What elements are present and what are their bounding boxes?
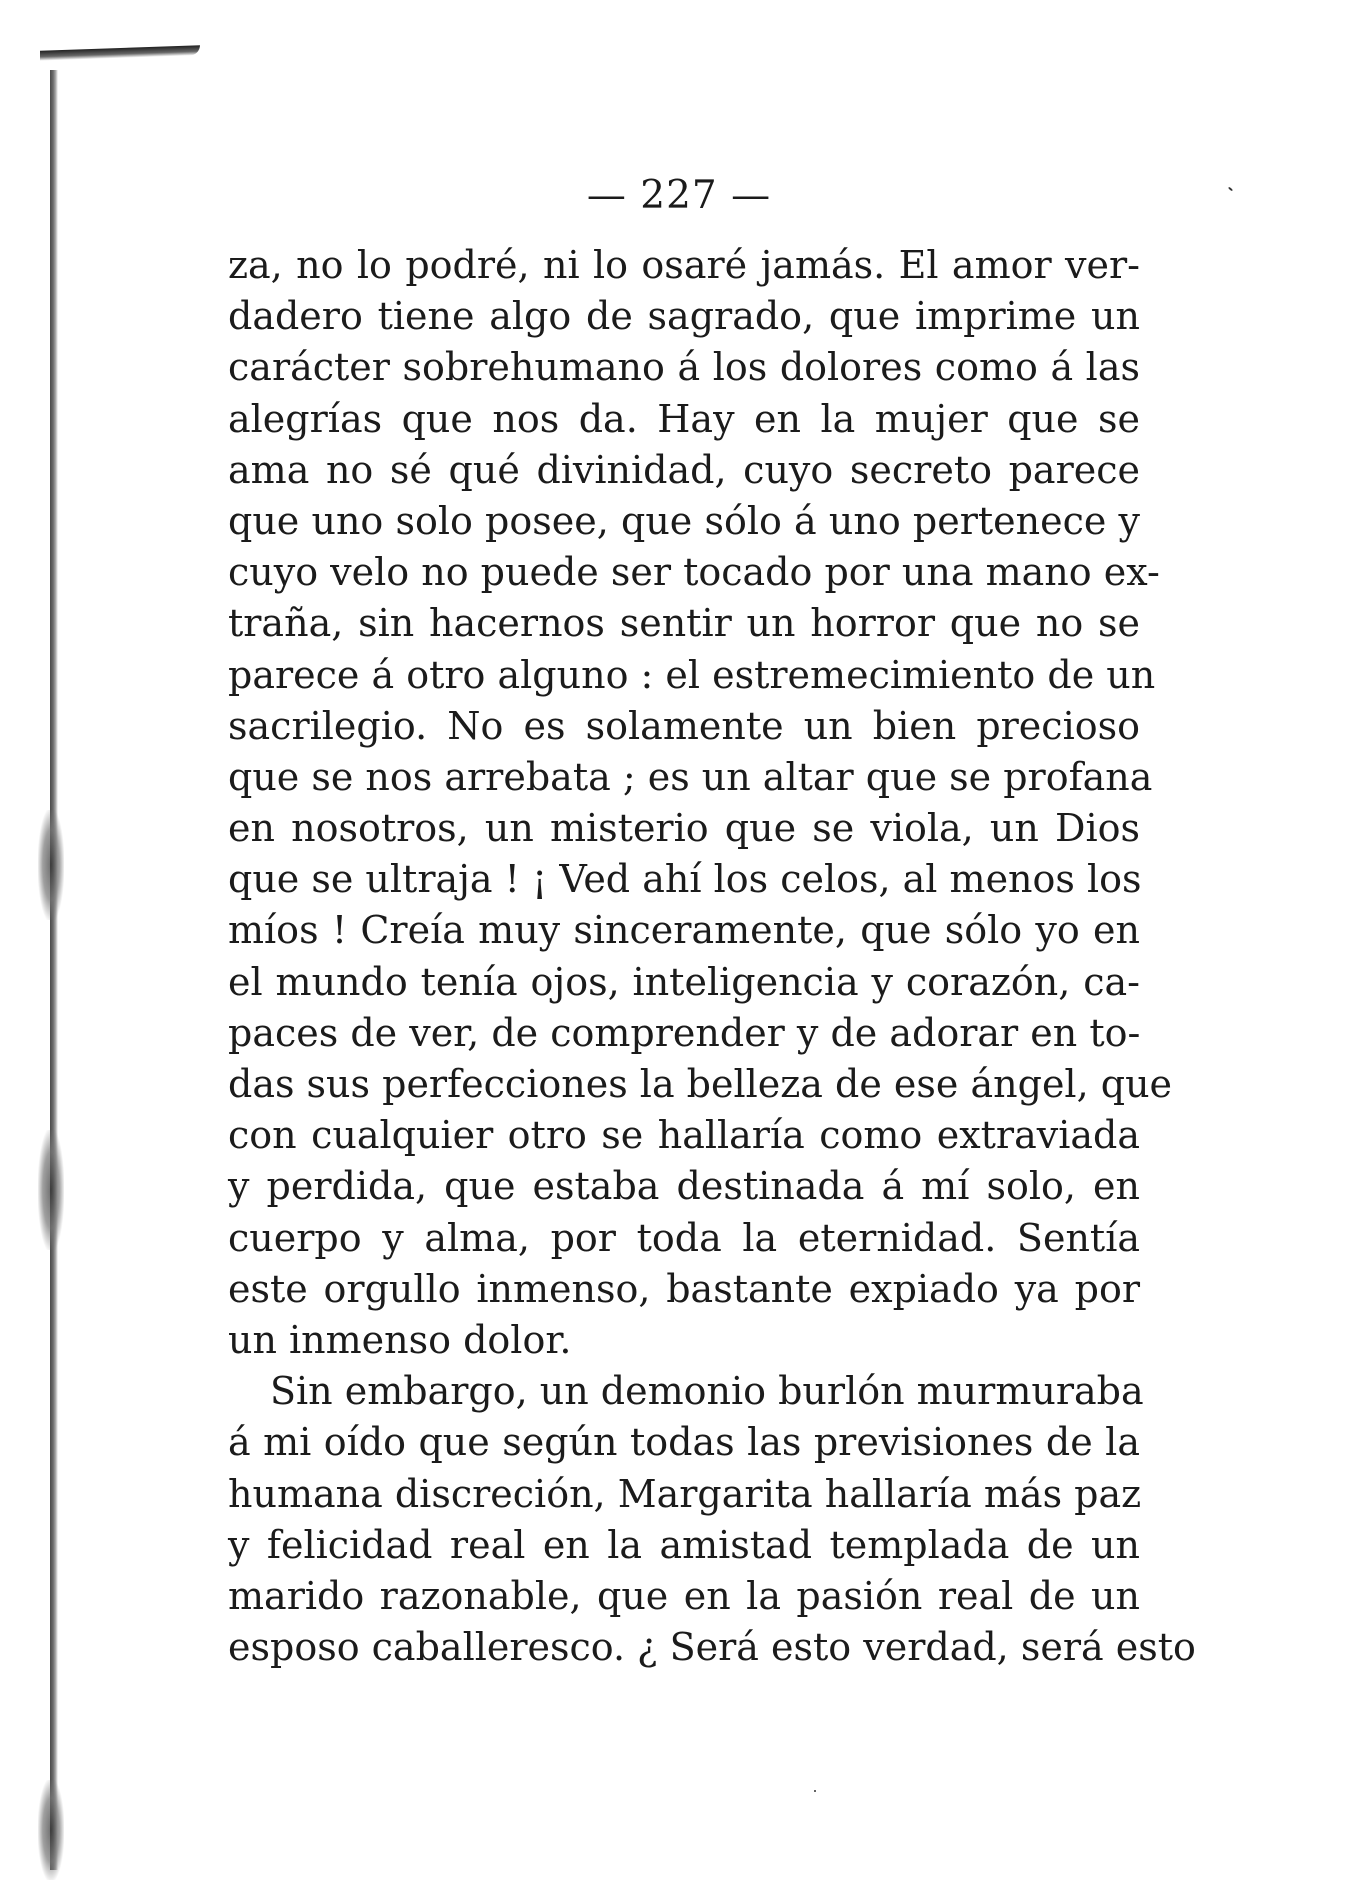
text-line: cuerpo y alma, por toda la eternidad. Sentía	[228, 1215, 1140, 1260]
text-line: das sus perfecciones la belleza de ese ángel, que	[228, 1062, 1173, 1106]
text-line: esposo caballeresco. ¿ Será esto verdad, será esto	[228, 1625, 1196, 1670]
text-line: za, no lo podré, ni lo osaré jamás. El amor ver-	[228, 243, 1140, 287]
text-line: con cualquier otro se hallaría como extraviada	[228, 1113, 1140, 1158]
text-line: alegrías que nos da. Hay en la mujer que se	[228, 396, 1140, 441]
binding-edge	[50, 70, 58, 1870]
text-line: cuyo velo no puede ser tocado por una mano ex-	[228, 550, 1160, 595]
paragraph-start-line: Sin embargo, un demonio burlón murmuraba	[270, 1369, 1144, 1414]
text-line: que se ultraja ! ¡ Ved ahí los celos, al menos los	[228, 857, 1142, 902]
text-line: traña, sin hacernos sentir un horror que no se	[228, 601, 1140, 646]
text-line: dadero tiene algo de sagrado, que imprime un	[228, 294, 1140, 339]
text-line: ama no sé qué divinidad, cuyo secreto parece	[228, 447, 1140, 492]
binding-smudge	[38, 1780, 64, 1880]
text-line: á mi oído que según todas las previsiones de la	[228, 1420, 1140, 1465]
text-line: parece á otro alguno : el estremecimiento de un	[228, 652, 1156, 697]
text-line: este orgullo inmenso, bastante expiado ya por	[228, 1266, 1140, 1311]
text-line: marido razonable, que en la pasión real de un	[228, 1573, 1140, 1618]
text-line: el mundo tenía ojos, inteligencia y corazón, ca-	[228, 959, 1140, 1004]
text-line: en nosotros, un misterio que se viola, un Dios	[228, 806, 1140, 851]
binding-smudge	[38, 810, 64, 920]
text-line: y felicidad real en la amistad templada de un	[228, 1522, 1140, 1567]
text-line: que se nos arrebata ; es un altar que se profana	[228, 754, 1153, 799]
text-line: humana discreción, Margarita hallaría más paz	[228, 1471, 1142, 1516]
text-line: míos ! Creía muy sinceramente, que sólo yo en	[228, 908, 1140, 953]
body-text	[228, 240, 1196, 1673]
text-line: y perdida, que estaba destinada á mí solo, en	[228, 1164, 1140, 1209]
binding-edge-top	[40, 45, 200, 61]
text-line: carácter sobrehumano á los dolores como á las	[228, 345, 1140, 390]
scan-speck	[814, 1790, 816, 1792]
text-line: paces de ver, de comprender y de adorar en to-	[228, 1010, 1141, 1055]
binding-smudge	[38, 1130, 64, 1250]
page-number: — 227 —	[586, 173, 772, 218]
paragraph-end-line: un inmenso dolor.	[228, 1317, 572, 1362]
text-line: sacrilegio. No es solamente un bien precioso	[228, 703, 1140, 748]
text-line: que uno solo posee, que sólo á uno pertenece y	[228, 498, 1140, 543]
